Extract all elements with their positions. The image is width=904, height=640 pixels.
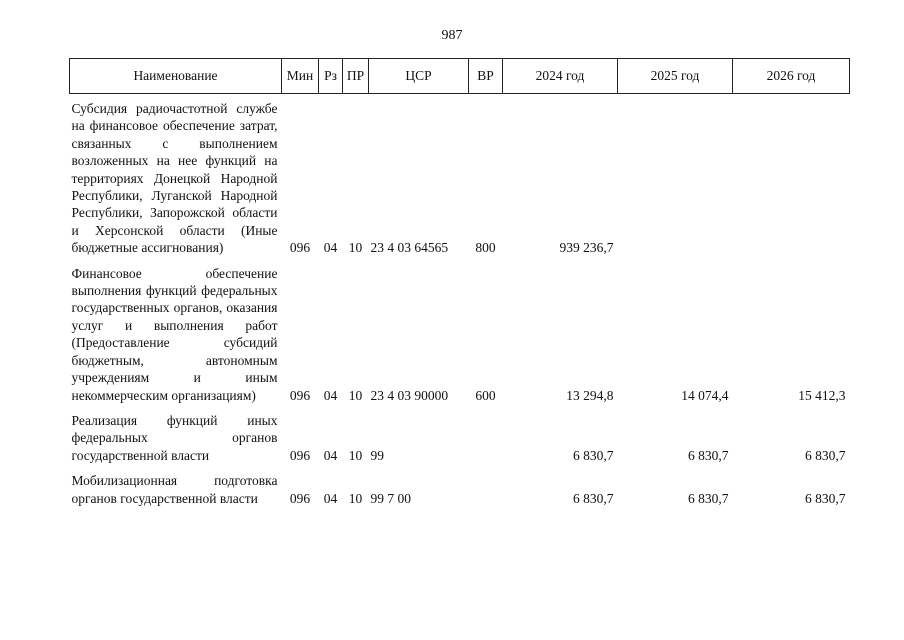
header-name: Наименование — [70, 59, 282, 94]
row-vr — [469, 404, 503, 464]
row-2025: 6 830,7 — [688, 447, 729, 463]
header-2026: 2026 год — [733, 59, 850, 94]
header-vr: ВР — [469, 59, 503, 94]
row-rz: 04 — [323, 387, 338, 403]
row-name: Финансовое обеспечение выполнения функций федеральных государственных органов, оказания услуг и выполнения работ (Предоставление субсидий бюджетным, автономным учреждениям и иным некоммерческим организациям) — [71, 265, 278, 403]
row-pr: 10 — [348, 240, 363, 256]
row-rz: 04 — [323, 240, 338, 256]
row-rz: 04 — [323, 447, 338, 463]
header-2025: 2025 год — [618, 59, 733, 94]
row-2025: 6 830,7 — [688, 490, 729, 506]
row-csr: 99 7 00 — [370, 490, 411, 506]
row-2024: 13 294,8 — [566, 387, 614, 403]
table-row — [70, 404, 850, 464]
row-csr: 23 4 03 64565 — [370, 240, 449, 256]
row-name: Субсидия радиочастотной службе на финансовое обеспечение затрат, связанных с выполнением возложенных на нее функций на территориях Донецкой Народной Республики, Луганской Народной Республики, Запорожской области и Херсонской области (Иные бюджетные ассигнования) — [71, 101, 278, 256]
row-vr: 600 — [475, 387, 496, 403]
row-name: Мобилизационная подготовка органов государственной власти — [71, 473, 278, 506]
header-csr: ЦСР — [369, 59, 469, 94]
row-2025 — [618, 94, 733, 257]
row-pr: 10 — [348, 387, 363, 403]
row-min: 096 — [289, 387, 311, 403]
header-2024: 2024 год — [503, 59, 618, 94]
row-rz: 04 — [323, 490, 338, 506]
table-row — [70, 94, 850, 257]
row-2026: 15 412,3 — [798, 387, 846, 403]
table-row — [70, 257, 850, 404]
row-vr — [469, 464, 503, 507]
row-2026: 6 830,7 — [805, 447, 846, 463]
table-header-row — [70, 59, 850, 94]
row-2026 — [733, 94, 850, 257]
table-row — [70, 464, 850, 507]
row-name: Реализация функций иных федеральных органов государственной власти — [71, 412, 278, 463]
row-csr: 99 — [370, 447, 384, 463]
row-csr: 23 4 03 90000 — [370, 387, 449, 403]
row-min: 096 — [289, 447, 311, 463]
row-2024: 6 830,7 — [573, 490, 614, 506]
row-vr: 800 — [475, 240, 496, 256]
row-pr: 10 — [348, 447, 363, 463]
page-number: 987 — [441, 28, 463, 43]
row-pr: 10 — [348, 490, 363, 506]
row-2024: 939 236,7 — [559, 240, 614, 256]
header-min: Мин — [282, 59, 319, 94]
row-2025: 14 074,4 — [681, 387, 729, 403]
budget-table — [69, 58, 850, 507]
header-rz: Рз — [319, 59, 343, 94]
row-min: 096 — [289, 240, 311, 256]
row-min: 096 — [289, 490, 311, 506]
row-2024: 6 830,7 — [573, 447, 614, 463]
row-2026: 6 830,7 — [805, 490, 846, 506]
header-pr: ПР — [343, 59, 369, 94]
